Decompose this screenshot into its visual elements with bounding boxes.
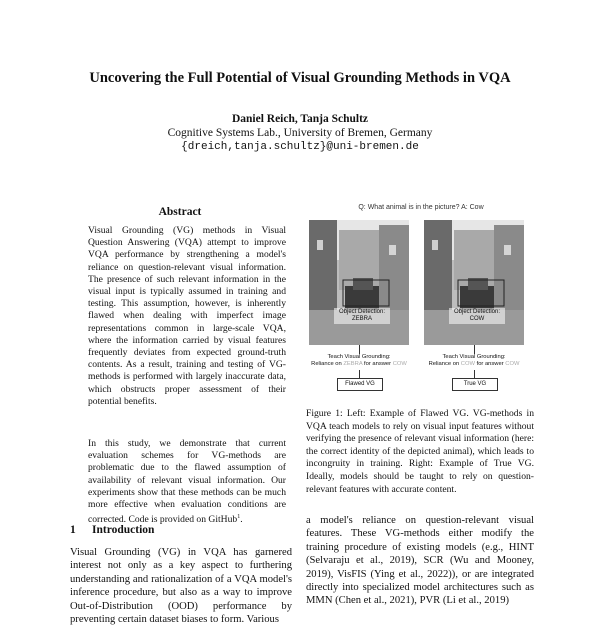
teach-vg-right bbox=[424, 354, 524, 368]
abstract-p2-end: . bbox=[240, 514, 243, 526]
abstract-heading: Abstract bbox=[158, 206, 202, 218]
teach-left-answer: COW bbox=[392, 361, 407, 367]
figure-caption bbox=[306, 408, 534, 496]
teach-left-line2a: Reliance on bbox=[311, 361, 344, 367]
affiliation: Cognitive Systems Lab., University of Bremen, Germany bbox=[167, 127, 433, 139]
column2-paragraph bbox=[306, 514, 534, 608]
teach-left-line2 bbox=[309, 361, 409, 368]
arrow-right-1 bbox=[474, 345, 475, 354]
paper-title: Uncovering the Full Potential of Visual Grounding Methods in VQA bbox=[89, 70, 511, 86]
abstract-p2-body: In this study, we demonstrate that current evaluation schemes for VG-methods are problematic due to the flawed assumption of availability of relevant visual information. Our experiments show that these methods can be much more effective when evaluation conditions are corrected. Code is provided on GitHub bbox=[88, 438, 286, 526]
abstract-p2-text bbox=[88, 438, 286, 527]
object-detection-left: Object Detection: ZEBRA bbox=[334, 308, 390, 324]
teach-right-line2 bbox=[424, 361, 524, 368]
teach-right-highlight: COW bbox=[460, 361, 475, 367]
teach-left-line1: Teach Visual Grounding: bbox=[327, 354, 391, 360]
email[interactable]: {dreich,tanja.schultz}@uni-bremen.de bbox=[181, 141, 419, 153]
abstract-p1-text: Visual Grounding (VG) methods in Visual Question Answering (VQA) attempt to improve VQA performance by strengthening a model's reliance on question-relevant visual information. The presence of such relevant information in the visual input is typically assumed in training and testing. This assumption, however, is inherently flawed when dealing with imperfect image representations common in large-scale VQA, where the information carried by visual features frequently deviates from expected ground-truth contents. As a result, training and testing of VG-methods is performed with largely inaccurate data, which obstructs proper assessment of their potential benefits. bbox=[88, 225, 286, 407]
teach-right-line1: Teach Visual Grounding: bbox=[442, 354, 506, 360]
teach-left-line2b: for answer bbox=[362, 361, 393, 367]
teach-right-line2a: Reliance on bbox=[428, 361, 461, 367]
introduction-paragraph bbox=[70, 546, 292, 626]
teach-vg-left bbox=[309, 354, 409, 368]
figure-1 bbox=[306, 204, 536, 404]
teach-right-line2b: for answer bbox=[474, 361, 506, 367]
teach-left-highlight: ZEBRA bbox=[343, 361, 363, 367]
arrow-right-2 bbox=[474, 370, 475, 378]
object-detection-right: Object Detection: COW bbox=[449, 308, 505, 324]
arrow-left-2 bbox=[359, 370, 360, 378]
section-heading-introduction bbox=[70, 524, 154, 536]
abstract-paragraph-2 bbox=[88, 438, 286, 527]
section-title: Introduction bbox=[92, 524, 155, 536]
flawed-vg-label: Flawed VG bbox=[337, 378, 383, 391]
arrow-left-1 bbox=[359, 345, 360, 354]
figure-question: Q: What animal is in the picture? A: Cow bbox=[358, 204, 484, 211]
authors: Daniel Reich, Tanja Schultz bbox=[231, 113, 369, 125]
column2-text: a model's reliance on question-relevant visual features. These VG-methods either modify the training procedure of existing models (e.g., HINT (Selvaraju et al., 2019), SCR (Wu and Mooney, 2019), VisFIS (Ying et al., 2022)), or are integrated directly into specialized model architectures such as MMN (Chen et al., 2021), PVR (Li et al., 2019) bbox=[306, 515, 534, 607]
true-vg-label: True VG bbox=[452, 378, 498, 391]
introduction-text: Visual Grounding (VG) in VQA has garnered interest not only as a key aspect to furthering understanding and rationalization of a VQA model's inference procedure, but also as a way to improve Out-of-Distribution (OOD) performance by preventing certain dataset biases to form. Various bbox=[70, 547, 292, 626]
street-photo-left bbox=[309, 220, 409, 345]
abstract-paragraph-1 bbox=[88, 225, 286, 408]
street-photo-right bbox=[424, 220, 524, 345]
section-number: 1 bbox=[70, 524, 76, 536]
teach-right-answer: COW bbox=[505, 361, 520, 367]
footnote-mark[interactable]: 1 bbox=[237, 514, 241, 521]
caption-text: Figure 1: Left: Example of Flawed VG. VG-methods in VQA teach models to rely on visual input features without verifying the presence of relevant visual information (here: the correct identity of the depicted animal), which leads to incongruity in training. Right: Example of True VG. Ideally, models should be taught to rely on question-relevant features with accurate content. bbox=[306, 408, 534, 495]
